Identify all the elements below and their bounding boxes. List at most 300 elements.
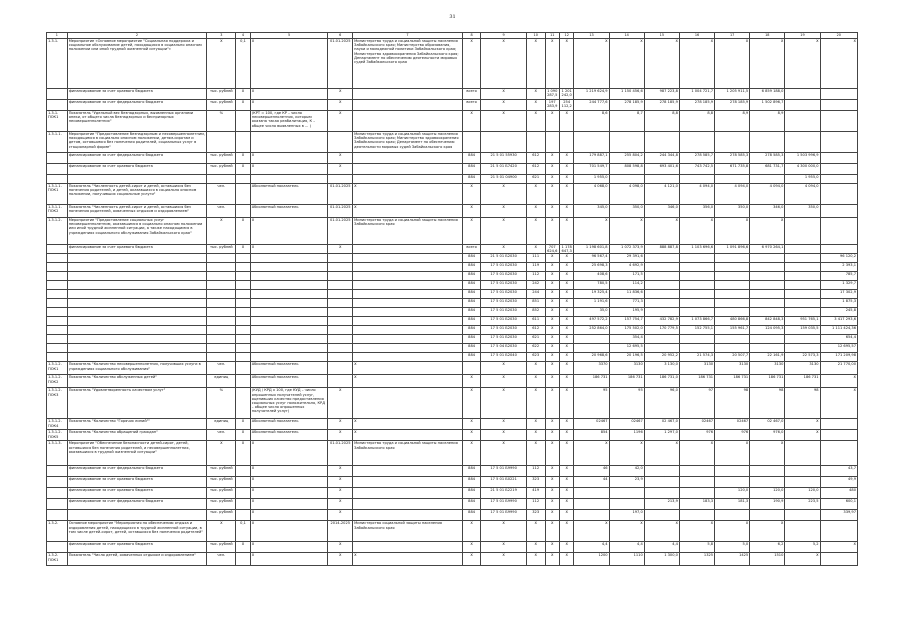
table-cell: Х <box>545 308 559 317</box>
table-cell: Министерство труда и социальной защиты населения Забайкальского края <box>353 218 463 245</box>
table-cell: 97 <box>679 388 714 419</box>
table-cell: Х <box>559 335 573 344</box>
table-cell: 884 <box>462 254 481 263</box>
table-cell: 4 098,0 <box>609 184 644 205</box>
table-cell: Х <box>481 375 527 388</box>
table-cell: 02 467,0 <box>644 419 679 430</box>
table-cell: Х <box>353 375 463 388</box>
table-cell <box>236 488 250 499</box>
column-number-5: 5 <box>250 33 328 39</box>
table-cell <box>353 89 463 100</box>
table-cell: Х <box>481 553 527 566</box>
table-cell <box>207 290 236 299</box>
table-cell <box>67 299 207 308</box>
table-cell: Х <box>545 542 559 553</box>
table-cell: Х <box>545 335 559 344</box>
table-cell <box>644 254 679 263</box>
table-cell <box>644 308 679 317</box>
table-cell <box>207 175 236 184</box>
table-cell: 29 391,6 <box>609 254 644 263</box>
table-row <box>47 553 858 566</box>
table-cell: 20 507,7 <box>715 353 750 362</box>
table-cell: Х <box>526 430 545 441</box>
table-cell: Х <box>236 245 250 254</box>
table-row <box>47 254 858 263</box>
table-cell: 01.01.2025 <box>328 39 353 89</box>
table-cell <box>644 335 679 344</box>
table-cell: финансирование за счет федерального бюджета <box>67 466 207 477</box>
table-cell: 19 325,4 <box>574 290 609 299</box>
table-cell: 612 <box>526 164 545 175</box>
table-cell: Х <box>462 419 481 430</box>
table-cell <box>67 175 207 184</box>
table-cell: 884 <box>462 175 481 184</box>
table-cell: Показатель "Число детей, охваченных отдыхом и оздоровлением" <box>67 553 207 566</box>
table-cell: 3 417 293,6 <box>820 317 857 326</box>
table-cell <box>47 510 68 521</box>
table-cell: 707 624,6 <box>545 245 559 254</box>
table-cell: 21 770,00 <box>820 362 857 375</box>
table-cell <box>644 466 679 477</box>
table-cell: Х <box>559 441 573 466</box>
table-row <box>47 218 858 245</box>
table-cell: 600,1 <box>820 499 857 510</box>
table-cell <box>609 132 644 153</box>
table-cell <box>644 281 679 290</box>
table-cell <box>750 477 785 488</box>
table-cell: Х <box>250 89 328 100</box>
table-cell: Х <box>559 218 573 245</box>
table-cell <box>353 175 463 184</box>
table-row <box>47 388 858 419</box>
table-cell: 17 302,9 <box>820 290 857 299</box>
table-cell: Х <box>250 153 328 164</box>
table-cell: Х <box>559 39 573 89</box>
table-cell: 1 219 624,9 <box>574 89 609 100</box>
table-cell: Х <box>250 245 328 254</box>
table-cell: Х <box>545 111 559 132</box>
table-cell <box>679 263 714 272</box>
table-cell <box>67 510 207 521</box>
table-cell: Х <box>250 488 328 499</box>
table-cell <box>353 299 463 308</box>
table-cell <box>750 263 785 272</box>
table-cell: 623 <box>526 353 545 362</box>
table-cell <box>785 89 820 100</box>
table-cell: Х <box>559 164 573 175</box>
table-cell: 120,0 <box>715 488 750 499</box>
table-cell: 497 572,2 <box>574 317 609 326</box>
table-cell: Х <box>481 362 527 375</box>
table-cell <box>328 335 353 344</box>
table-cell: 186 731 <box>679 375 714 388</box>
table-cell <box>67 317 207 326</box>
table-cell: Х <box>207 218 236 245</box>
table-cell: 98 <box>750 388 785 419</box>
table-cell <box>47 488 68 499</box>
table-cell <box>644 477 679 488</box>
table-cell: Х <box>545 510 559 521</box>
table-cell: 186 731 <box>785 375 820 388</box>
table-cell: Х <box>559 263 573 272</box>
table-cell: 1 103 696,6 <box>679 245 714 254</box>
table-cell <box>715 132 750 153</box>
table-cell: 197 283,9 <box>545 100 559 111</box>
table-cell: 621 <box>526 175 545 184</box>
table-cell <box>353 308 463 317</box>
table-cell: тыс. рублей <box>207 245 236 254</box>
table-cell <box>47 353 68 362</box>
table-cell: всего <box>462 100 481 111</box>
table-cell <box>785 290 820 299</box>
table-cell: Показатель "Количество "Горячих линий"" <box>67 419 207 430</box>
table-cell: 1.3.1.2. <box>47 218 68 245</box>
table-cell: 4,4 <box>574 542 609 553</box>
table-cell <box>820 441 857 466</box>
table-row <box>47 521 858 542</box>
table-cell: Х <box>750 441 785 466</box>
table-cell <box>715 466 750 477</box>
table-cell <box>353 344 463 353</box>
table-cell: Х <box>481 542 527 553</box>
table-cell <box>250 308 328 317</box>
table-cell: Х <box>545 254 559 263</box>
table-cell: 252 864,0 <box>574 326 609 335</box>
table-cell: 1 150 456,6 <box>609 89 644 100</box>
table-cell: Х <box>250 477 328 488</box>
table-cell: Х <box>545 39 559 89</box>
table-cell: 17 5 01 Б2030 <box>481 281 527 290</box>
table-cell: 213,9 <box>644 499 679 510</box>
table-cell <box>47 344 68 353</box>
table-cell: Х <box>250 521 328 542</box>
table-cell: Х <box>526 521 545 542</box>
table-cell <box>207 335 236 344</box>
table-cell <box>353 335 463 344</box>
table-cell: Х <box>559 254 573 263</box>
column-number-18: 18 <box>750 33 785 39</box>
table-cell: Х <box>353 362 463 375</box>
table-cell: всего <box>462 89 481 100</box>
table-cell: 02 467,0 <box>750 419 785 430</box>
table-cell: 780,5 <box>574 281 609 290</box>
table-cell <box>545 132 559 153</box>
table-cell: Х <box>715 218 750 245</box>
table-cell: Основное мероприятие "Мероприятия по обеспечению отдыха и оздоровления детей, находящихся в трудной жизненной ситуации, в том числе детей-сирот, детей, оставшихся без попечения родителей" <box>67 521 207 542</box>
table-cell <box>715 254 750 263</box>
table-cell: 743 742,5 <box>679 164 714 175</box>
table-cell: Х <box>559 553 573 566</box>
table-cell <box>644 488 679 499</box>
table-cell <box>236 510 250 521</box>
table-cell: 976 <box>715 430 750 441</box>
table-cell: 1.3.2. ПОК1 <box>47 553 68 566</box>
table-cell: 17 5 01 Б0221 <box>481 477 527 488</box>
table-cell: 1 502 896,7 <box>750 100 785 111</box>
table-cell: Х <box>462 184 481 205</box>
table-cell: 254 112,2 <box>559 100 573 111</box>
table-cell: Х <box>545 419 559 430</box>
table-cell: 95 <box>609 388 644 419</box>
table-cell: 242 <box>526 281 545 290</box>
table-cell: 3130 <box>750 362 785 375</box>
table-cell: Х <box>328 245 353 254</box>
table-cell: Х <box>609 218 644 245</box>
table-cell <box>328 362 353 375</box>
table-row <box>47 184 858 205</box>
table-cell: 1 300,0 <box>644 553 679 566</box>
table-cell: Х <box>462 388 481 419</box>
table-cell: Х <box>559 205 573 218</box>
table-row <box>47 317 858 326</box>
table-cell: (КУД / КРД х 100, где КУД – число опрошенных получателей услуг, оценивших качество предоставления социальных услуг положительно, КРД – общее число опрошенных получателей услуг) <box>250 388 328 419</box>
table-cell: 12 695,5 <box>609 344 644 353</box>
table-cell <box>353 254 463 263</box>
table-cell <box>353 466 463 477</box>
table-cell: 419 <box>526 488 545 499</box>
table-cell: 4 094,0 <box>785 184 820 205</box>
table-cell: 171,5 <box>609 272 644 281</box>
table-cell: чел. <box>207 205 236 218</box>
table-cell <box>236 205 250 218</box>
table-cell: 771,3 <box>609 299 644 308</box>
table-cell: 480 866,8 <box>715 317 750 326</box>
table-cell <box>785 521 820 542</box>
table-cell: Х <box>545 205 559 218</box>
table-cell: Х <box>545 466 559 477</box>
table-cell: 323 <box>526 477 545 488</box>
table-row <box>47 245 858 254</box>
table-cell: Х <box>328 111 353 132</box>
table-cell <box>644 272 679 281</box>
table-cell: 98 <box>785 388 820 419</box>
table-cell: Х <box>328 419 353 430</box>
table-cell: 3130 <box>679 362 714 375</box>
table-row <box>47 205 858 218</box>
column-number-16: 16 <box>679 33 714 39</box>
table-cell: 245,8 <box>820 308 857 317</box>
table-cell: Х <box>462 542 481 553</box>
table-cell: Х <box>481 184 527 205</box>
table-cell <box>750 175 785 184</box>
table-cell <box>785 477 820 488</box>
table-cell <box>526 132 545 153</box>
table-cell <box>328 175 353 184</box>
table-cell: Х <box>679 521 714 542</box>
table-cell: Х <box>481 100 527 111</box>
table-cell: финансирование за счет краевого бюджета <box>67 89 207 100</box>
table-cell: тыс. рублей <box>207 499 236 510</box>
table-cell: 612 <box>526 153 545 164</box>
table-cell: 25 698,3 <box>574 263 609 272</box>
table-cell: Х <box>328 477 353 488</box>
table-cell: Х <box>785 430 820 441</box>
table-cell: Х <box>328 164 353 175</box>
table-cell: 4 692,9 <box>609 263 644 272</box>
table-cell: Х <box>353 205 463 218</box>
table-cell: 951 765,1 <box>785 317 820 326</box>
table-cell: Х <box>545 184 559 205</box>
table-cell <box>679 488 714 499</box>
table-cell: 17 5 01 Б2030 <box>481 299 527 308</box>
table-cell: Х <box>545 375 559 388</box>
table-cell: 1196 <box>609 430 644 441</box>
table-cell: Х <box>328 553 353 566</box>
table-cell: Х <box>526 218 545 245</box>
table-cell: 124 095,3 <box>750 326 785 335</box>
table-cell: Х <box>545 263 559 272</box>
table-cell: Х <box>481 521 527 542</box>
table-cell <box>785 111 820 132</box>
table-cell: Х <box>559 542 573 553</box>
table-cell <box>236 290 250 299</box>
table-cell: 17 5 01 Б2040 <box>481 353 527 362</box>
table-cell <box>207 272 236 281</box>
table-cell: Х <box>750 218 785 245</box>
table-row <box>47 542 858 553</box>
table-cell <box>715 344 750 353</box>
table-cell: Х <box>785 39 820 89</box>
table-cell <box>250 281 328 290</box>
column-number-1: 1 <box>47 33 68 39</box>
table-cell: Х <box>481 441 527 466</box>
table-cell: Х <box>328 100 353 111</box>
table-cell: Х <box>545 553 559 566</box>
table-cell: Х <box>559 362 573 375</box>
table-cell: Министерство труда и социальной защиты населения Забайкальского края; Министерство здравоохранения Забайкальского края; Департамент по обеспечению деятельности мировых судей Забайкальского края <box>353 132 463 153</box>
table-cell <box>750 299 785 308</box>
table-cell <box>353 388 463 419</box>
table-cell: Х <box>481 388 527 419</box>
table-cell: 1 297,0 <box>644 430 679 441</box>
table-cell: 884 <box>462 164 481 175</box>
table-cell <box>250 344 328 353</box>
table-cell: 278 185,9 <box>609 100 644 111</box>
table-cell: Х <box>526 100 545 111</box>
table-row <box>47 89 858 100</box>
table-cell: 170 779,5 <box>644 326 679 335</box>
table-row <box>47 477 858 488</box>
table-cell: 223,5 <box>785 499 820 510</box>
table-cell <box>609 488 644 499</box>
table-cell <box>820 184 857 205</box>
table-cell <box>47 542 68 553</box>
table-cell: 6 970 264,1 <box>750 245 785 254</box>
table-cell <box>750 335 785 344</box>
table-cell: финансирование за счет краевого бюджета <box>67 245 207 254</box>
table-cell <box>67 254 207 263</box>
table-cell <box>47 466 68 477</box>
table-cell: % <box>207 111 236 132</box>
table-cell <box>67 272 207 281</box>
table-cell: 244 777,6 <box>574 100 609 111</box>
table-cell: 278 585,7 <box>679 153 714 164</box>
table-cell <box>67 335 207 344</box>
table-cell: 1325 <box>679 553 714 566</box>
table-cell <box>785 335 820 344</box>
table-cell: 987 223,8 <box>644 89 679 100</box>
table-cell: 23,9 <box>609 477 644 488</box>
table-cell <box>353 245 463 254</box>
column-number-6: 6 <box>328 33 353 39</box>
table-cell: Х <box>207 441 236 466</box>
table-cell <box>785 254 820 263</box>
table-cell <box>574 488 609 499</box>
table-cell: Х <box>250 499 328 510</box>
table-cell <box>47 263 68 272</box>
table-cell: Х <box>559 317 573 326</box>
table-cell: 17 5 04 Б2030 <box>481 344 527 353</box>
table-cell: 1 111 424,36 <box>820 326 857 335</box>
column-number-11: 11 <box>545 33 559 39</box>
table-cell: 693 401,6 <box>644 164 679 175</box>
column-number-9: 9 <box>481 33 527 39</box>
table-cell: 255 804,2 <box>609 153 644 164</box>
table-cell: чел. <box>207 430 236 441</box>
table-cell: Х <box>545 326 559 335</box>
table-cell <box>353 281 463 290</box>
table-cell: 17 5 01 Б9990 <box>481 466 527 477</box>
table-cell <box>715 335 750 344</box>
table-cell <box>47 477 68 488</box>
table-cell: Х <box>250 510 328 521</box>
table-cell <box>67 290 207 299</box>
table-cell <box>236 299 250 308</box>
table-cell <box>679 477 714 488</box>
table-cell: 976 <box>679 430 714 441</box>
table-cell <box>750 308 785 317</box>
table-cell: 20 968,6 <box>574 353 609 362</box>
table-cell <box>353 477 463 488</box>
table-cell <box>47 499 68 510</box>
table-cell: тыс. рублей <box>207 164 236 175</box>
table-cell: 159 035,5 <box>785 326 820 335</box>
table-cell: Х <box>462 111 481 132</box>
table-cell <box>715 308 750 317</box>
table-cell: тыс. рублей <box>207 89 236 100</box>
table-cell <box>820 132 857 153</box>
table-cell: 701 549,7 <box>574 164 609 175</box>
table-cell: 120,0 <box>750 488 785 499</box>
table-cell: 612 <box>526 326 545 335</box>
table-cell: 02467 <box>609 419 644 430</box>
table-cell <box>715 175 750 184</box>
table-cell <box>47 308 68 317</box>
table-cell: Х <box>545 430 559 441</box>
table-cell: Мероприятие "Предоставление социальных услуг несовершеннолетним, оказавшимся в социально опасном положении или иной трудной жизненной ситуации, а также находящимся в учреждениях социального обслуживания Забайкальского края" <box>67 218 207 245</box>
table-cell: 17 5 01 Б2030 <box>481 317 527 326</box>
table-cell <box>785 299 820 308</box>
table-cell: 11 836,6 <box>609 290 644 299</box>
table-cell <box>236 317 250 326</box>
table-cell: Х <box>644 218 679 245</box>
table-cell <box>750 290 785 299</box>
table-cell: Х <box>545 353 559 362</box>
table-cell: 20 952,2 <box>644 353 679 362</box>
table-cell: 4 094,0 <box>750 184 785 205</box>
table-cell: 884 <box>462 299 481 308</box>
table-cell <box>236 281 250 290</box>
table-cell: Абсолютный показатель <box>250 430 328 441</box>
table-cell: Х <box>609 441 644 466</box>
table-cell <box>679 254 714 263</box>
table-cell: 244 344,8 <box>644 153 679 164</box>
table-cell: Х <box>250 466 328 477</box>
table-cell <box>47 272 68 281</box>
table-cell <box>715 281 750 290</box>
table-cell <box>207 132 236 153</box>
table-cell <box>785 308 820 317</box>
